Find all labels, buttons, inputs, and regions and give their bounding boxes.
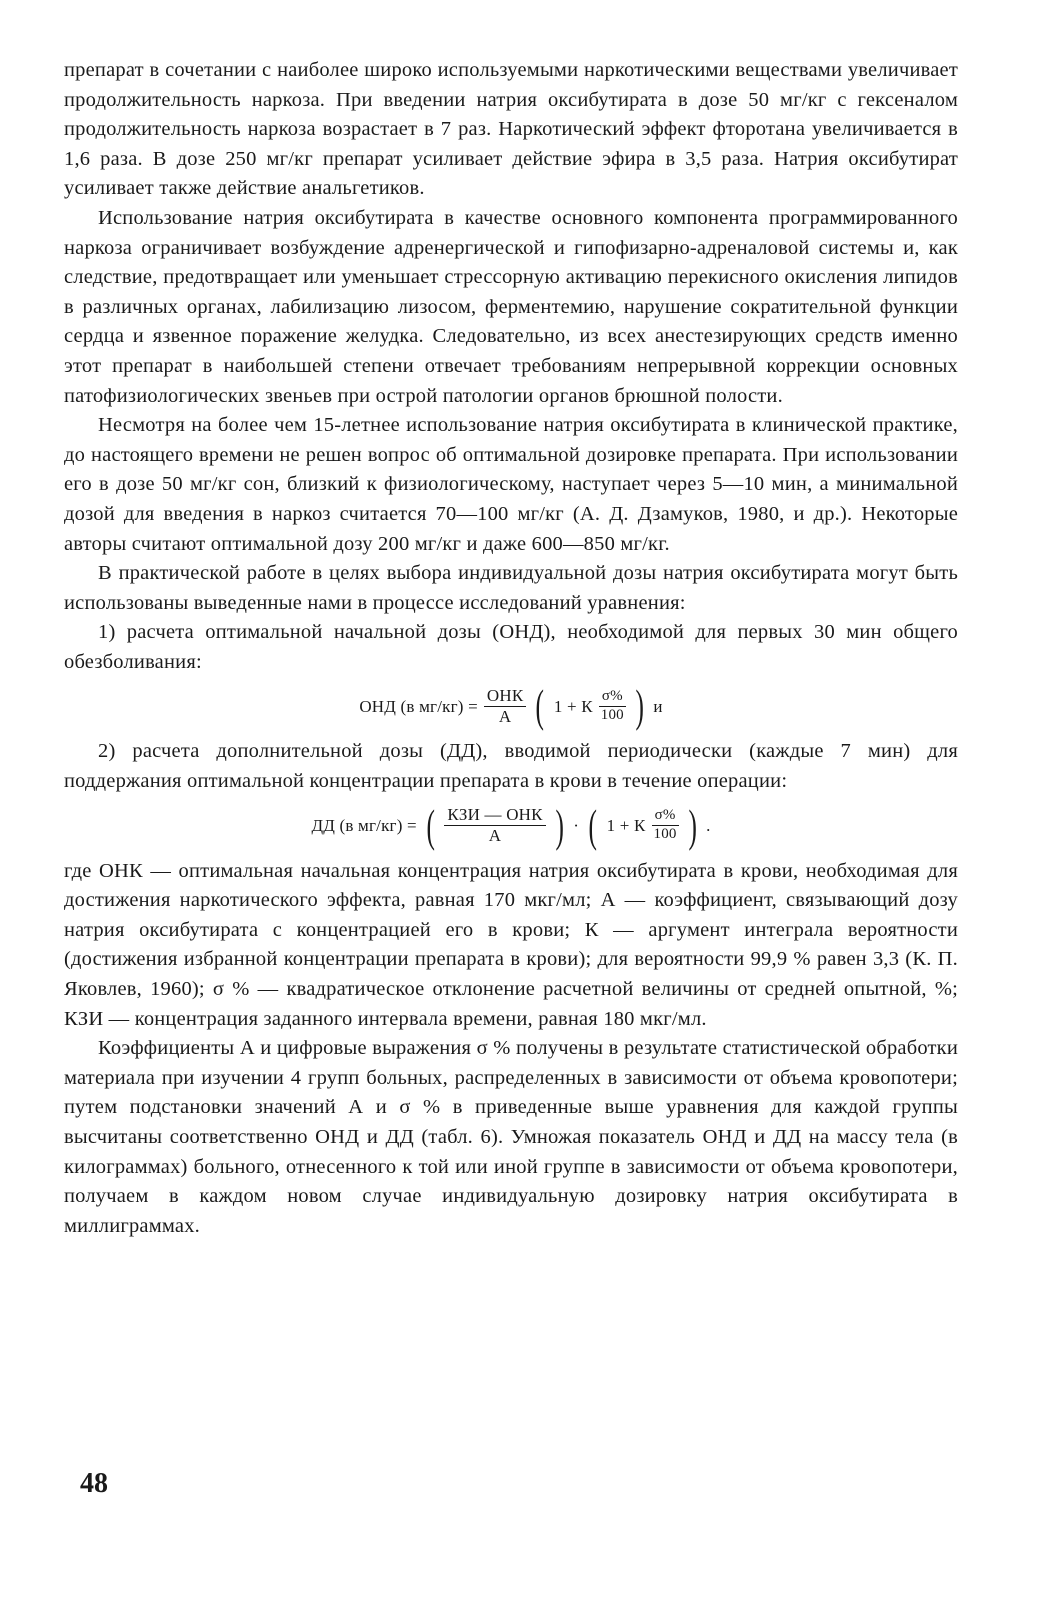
page-text [64,56,958,1241]
formula-ond-sigma-num: σ% [599,689,626,707]
paragraph-2: Использование натрия оксибутирата в качестве основного компонента программированного наркоза ограничивает возбуждение адренергической и гипофизарно-адреналовой системы и, как следствие, предотвращает или уменьшает стрессорную активацию перекисного окисления липидов в различных органах, лабилизацию лизосом, ферментемию, нарушение сократительной функции сердца и язвенное поражение желудка. Следовательно, из всех анестезирующих средств именно этот препарат в наибольшей степени отвечает требованиям непрерывной коррекции основных патофизиологических звеньев при острой патологии органов брюшной полости. [64,206,958,407]
formula-dd-close-paren-1: ) [555,799,564,851]
formula-dd-sigma-den: 100 [653,826,677,843]
formula-ond-suffix: и [653,696,663,716]
formula-dd-dot: · [573,815,580,835]
formula-dd [64,799,958,851]
formula-ond-lhs: ОНД (в мг/кг) = [359,696,478,716]
formula-dd-sigma-fraction [652,808,679,843]
formula-dd-suffix: . [706,815,711,835]
formula-ond-numerator: ОНК [484,687,527,707]
paragraph-8: Коэффициенты А и цифровые выражения σ % получены в результате статистической обработки материала при изучении 4 групп больных, распределенных в зависимости от объема кровопотери; путем подстановки значений А и σ % в приведенные выше уравнения для каждой группы высчитаны соответственно ОНД и ДД (табл. 6). Умножая показатель ОНД и ДД на массу тела (в килограммах) больного, отнесенного к той или иной группе в зависимости от объема кровопотери, получаем в каждом новом случае индивидуальную дозировку натрия оксибутирата в миллиграммах. [64,1037,958,1237]
formula-ond-open-paren: ( [535,680,545,732]
paragraph-6: 2) расчета дополнительной дозы (ДД), вводимой периодически (каждые 7 мин) для поддержания оптимальной концентрации препарата в крови в течение операции: [64,740,958,793]
paragraph-1: препарат в сочетании с наиболее широко используемыми наркотическими веществами увеличивает продолжительность наркоза. При введении натрия оксибутирата в дозе 50 мг/кг с гексеналом продолжительность наркоза возрастает в 7 раз. Наркотический эффект фторотана увеличивается в 1,6 раза. В дозе 250 мг/кг препарат усиливает действие эфира в 3,5 раза. Натрия оксибутират усиливает также действие анальгетиков. [64,59,958,200]
formula-dd-lhs: ДД (в мг/кг) = [311,815,417,835]
formula-dd-open-paren-1: ( [426,799,435,851]
formula-dd-denominator: А [488,826,502,846]
formula-ond-denominator: А [498,706,512,726]
formula-ond-inner: 1 + К [553,696,593,716]
formula-ond-close-paren: ) [635,680,644,732]
formula-dd-open-paren-2: ( [588,799,598,851]
paragraph-5: 1) расчета оптимальной начальной дозы (ОНД), необходимой для первых 30 мин общего обезболивания: [64,621,958,673]
formula-dd-numerator: КЗИ — ОНК [444,806,545,826]
formula-ond-sigma-fraction [599,689,626,724]
formula-dd-close-paren-2: ) [688,799,697,851]
formula-ond-sigma-den: 100 [600,706,624,723]
page-number: 48 [80,1468,108,1499]
formula-ond [64,680,958,732]
paragraph-3: Несмотря на более чем 15-летнее использование натрия оксибутирата в клинической практике, до настоящего времени не решен вопрос об оптимальной дозировке препарата. При использовании его в дозе 50 мг/кг сон, близкий к физиологическому, наступает через 5—10 мин, а минимальной дозой для введения в наркоз считается 70—100 мг/кг (А. Д. Дзамуков, 1980, и др.). Некоторые авторы считают оптимальной дозу 200 мг/кг и даже 600—850 мг/кг. [64,414,958,555]
formula-dd-fraction [444,806,545,845]
formula-ond-fraction [484,687,527,726]
formula-dd-inner: 1 + К [606,815,646,835]
paragraph-4: В практической работе в целях выбора индивидуальной дозы натрия оксибутирата могут быть использованы выведенные нами в процессе исследований уравнения: [64,562,958,614]
paragraph-7: где ОНК — оптимальная начальная концентрация натрия оксибутирата в крови, необходимая для достижения наркотического эффекта, равная 170 мкг/мл; А — коэффициент, связывающий дозу натрия оксибутирата с концентрацией его в крови; К — аргумент интеграла вероятности (достижения избранной концентрации препарата в крови); для вероятности 99,9 % равен 3,3 (К. П. Яковлев, 1960); σ % — квадратическое отклонение расчетной величины от средней опытной, %; КЗИ — концентрация заданного интервала времени, равная 180 мкг/мл. [64,859,958,1030]
formula-dd-sigma-num: σ% [652,808,679,826]
